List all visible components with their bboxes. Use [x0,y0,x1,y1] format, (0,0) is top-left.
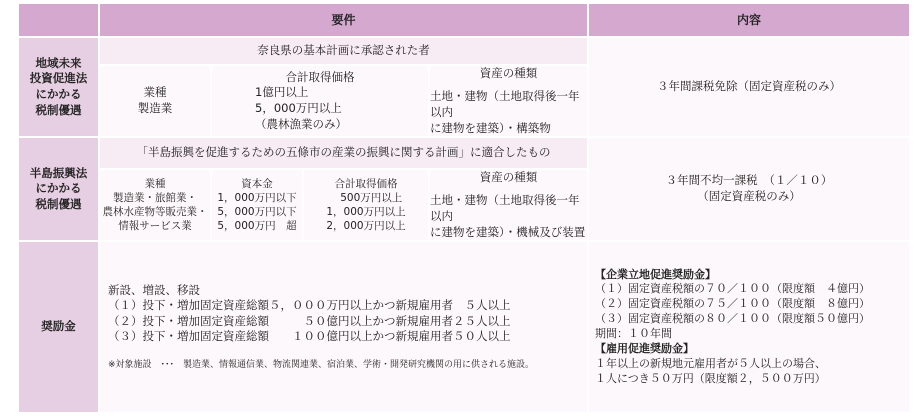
row1-condition: 奈良県の基本計画に承認された者 [100,38,587,64]
row3-label: 奨励金 [19,242,98,412]
row2-content: ３年間不均一課税 （１／１０） （固定資産税のみ） [589,138,909,240]
row2-cost: 合計取得価格 500万円以上 1，000万円以上 2，000万円以上 [304,170,428,240]
header-contents: 内容 [589,4,909,36]
row1-cost: 合計取得価格 1億円以上 5，000万円以上 （農林漁業のみ） [212,66,428,136]
header-requirements: 要件 [100,4,587,36]
row2-label: 半島振興法 にかかる 税制優遇 [19,138,98,240]
row2-condition: 「半島振興を促進するための五條市の産業の振興に関する計画」に適合したもの [100,138,587,168]
row3-note: ※対象施設 ･･･ 製造業、情報通信業、物流関連業、宿泊業、学術・開発研究機関の用に供される施設。 [108,359,535,370]
row1-content: ３年間課税免除（固定資産税のみ） [589,38,909,136]
row3-requirements: 新設、増設、移設 （１）投下・増加固定資産総額５，０００万円以上かつ新規雇用者 ５人以上 （２）投下・増加固定資産総額 ５０億円以上かつ新規雇用者２５人以上 （３）投下・増加固定資産総額 １００億円以上かつ新規雇用者５０人以上 ※対象施設 ･･･ 製造業、情報通信業、物流関連業、宿泊業、学術・開発研究機関の用に供される施設。 [100,242,587,412]
row3-content: 【企業立地促進奨励金】 （１）固定資産税額の７０／１００（限度額 ４億円） （２）固定資産税額の７５／１００（限度額 ８億円） （３）固定資産税額の８０／１００（限度額５０億円） 期間：１０年間 【雇用促進奨励金】 １年以上の新規地元雇用者が５人以上の場合、 １人につき５０万円（限度額２，５００万円） [589,242,909,412]
header-corner [19,4,98,36]
row1-asset: 資産の種類 土地・建物（土地取得後一年以内 に建物を建築）・構築物 [430,66,587,136]
row1-industry: 業種 製造業 [100,66,210,136]
incentive-table [19,4,909,412]
row2-capital: 資本金 1，000万円以下 5，000万円以下 5，000万円 超 [212,170,302,240]
row2-asset: 資産の種類 土地・建物（土地取得後一年以内 に建物を建築）・機械及び装置 [430,169,586,239]
row2-industry: 業種 製造業・旅館業・ 農林水産物等販売業・ 情報サービス業 [100,170,210,240]
row1-label: 地域未来 投資促進法 にかかる 税制優遇 [19,38,98,136]
